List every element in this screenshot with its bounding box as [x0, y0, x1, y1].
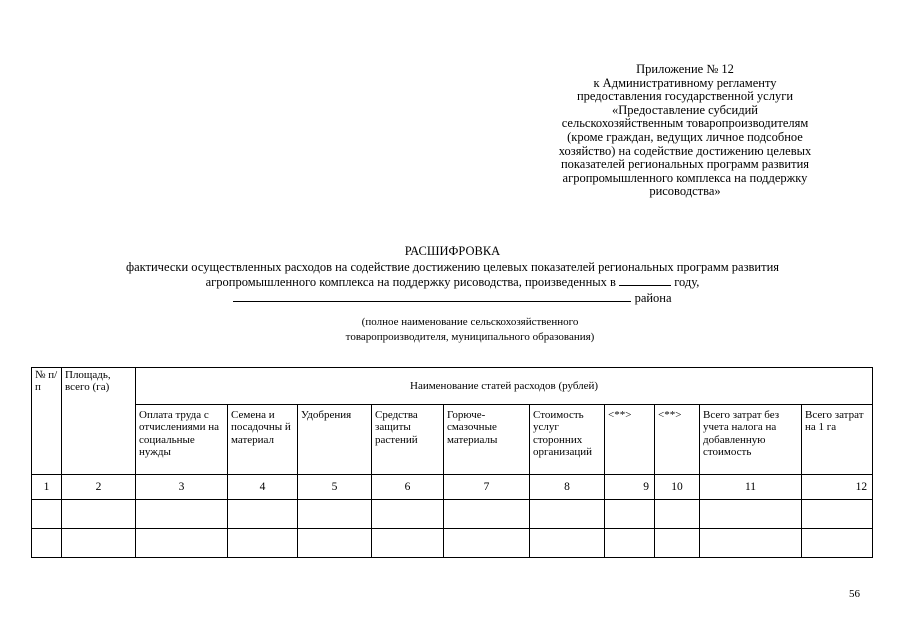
table-cell[interactable]: [62, 529, 136, 558]
table-cell[interactable]: [136, 500, 228, 529]
column-number: 8: [530, 475, 605, 500]
appendix-line: рисоводства»: [649, 184, 721, 199]
table-cell[interactable]: [444, 529, 530, 558]
table-row: [32, 529, 873, 558]
table-cell[interactable]: [530, 529, 605, 558]
title-line-2-text: агропромышленного комплекса на поддержку рисоводства, произведенных в: [205, 275, 616, 289]
table-cell[interactable]: [228, 500, 298, 529]
table-cell[interactable]: [372, 500, 444, 529]
title-line-2-end: году,: [674, 275, 700, 289]
title-line-3-end: района: [634, 290, 672, 305]
column-number: 10: [655, 475, 700, 500]
appendix-line: хозяйство) на содействие достижению целевых: [558, 143, 812, 158]
appendix-line: (кроме граждан, ведущих личное подсобное: [567, 129, 803, 144]
header-cell-other-2: <**>: [655, 405, 700, 475]
table-cell[interactable]: [655, 529, 700, 558]
table-cell[interactable]: [605, 500, 655, 529]
appendix-line: Приложение № 12: [636, 62, 734, 76]
field-note-line-1: (полное наименование сельскохозяйственного: [361, 316, 579, 328]
header-cell-area: Площадь, всего (га): [62, 368, 136, 475]
table-row: [32, 500, 873, 529]
column-number: 11: [700, 475, 802, 500]
appendix-line: агропромышленного комплекса на поддержку: [562, 170, 808, 185]
appendix-line: «Предоставление субсидий: [612, 102, 758, 117]
field-note-line-2: товаропроизводителя, муниципального образования): [345, 330, 595, 343]
table-cell[interactable]: [655, 500, 700, 529]
table-cell[interactable]: [605, 529, 655, 558]
table-cell[interactable]: [136, 529, 228, 558]
column-number: 4: [228, 475, 298, 500]
column-number: 6: [372, 475, 444, 500]
table-cell[interactable]: [700, 500, 802, 529]
header-cell-expense-items: Наименование статей расходов (рублей): [136, 368, 873, 405]
header-cell-labor: Оплата труда с отчислениями на социальные нужды: [136, 405, 228, 475]
column-number: 9: [605, 475, 655, 500]
header-cell-third-party-services: Стоимость услуг сторонних организаций: [530, 405, 605, 475]
table-cell[interactable]: [802, 500, 873, 529]
table-cell[interactable]: [228, 529, 298, 558]
table-cell[interactable]: [530, 500, 605, 529]
appendix-line: предоставления государственной услуги: [576, 89, 794, 104]
table-subheader-row: [32, 405, 873, 475]
table-cell[interactable]: [444, 500, 530, 529]
header-cell-seeds: Семена и посадочны й материал: [228, 405, 298, 475]
table-cell[interactable]: [298, 529, 372, 558]
header-cell-plant-protection: Средства защиты растений: [372, 405, 444, 475]
title-line-1: фактически осуществленных расходов на содействие достижению целевых показателей региональных программ развития: [125, 259, 780, 274]
table-cell[interactable]: [372, 529, 444, 558]
appendix-line: к Административному регламенту: [593, 75, 777, 90]
appendix-line: сельскохозяйственным товаропроизводителям: [561, 116, 809, 131]
table-cell[interactable]: [32, 529, 62, 558]
title-line-2: [30, 275, 875, 291]
column-number: 7: [444, 475, 530, 500]
column-number-row: [32, 475, 873, 500]
page-number: 56: [849, 588, 860, 600]
year-blank-field[interactable]: [619, 275, 671, 286]
title-line-3: [30, 291, 875, 307]
table-cell[interactable]: [62, 500, 136, 529]
expense-table: [31, 367, 873, 558]
appendix-header: [520, 63, 850, 199]
table-cell[interactable]: [700, 529, 802, 558]
header-cell-number: № п/п: [32, 368, 62, 475]
column-number: 1: [32, 475, 62, 500]
producer-name-blank-field[interactable]: [233, 291, 631, 302]
header-cell-total-excl-vat: Всего затрат без учета налога на добавленную стоимость: [700, 405, 802, 475]
column-number: 12: [802, 475, 873, 500]
header-cell-fuel: Горюче-смазочные материалы: [444, 405, 530, 475]
field-note: [200, 315, 740, 344]
appendix-line: показателей региональных программ развития: [560, 157, 810, 172]
column-number: 3: [136, 475, 228, 500]
column-number: 2: [62, 475, 136, 500]
document-title-block: [30, 244, 875, 306]
header-cell-fertilizers: Удобрения: [298, 405, 372, 475]
table-header-row: [32, 368, 873, 405]
header-cell-total-per-ha: Всего затрат на 1 га: [802, 405, 873, 475]
column-number: 5: [298, 475, 372, 500]
document-title: РАСШИФРОВКА: [404, 244, 501, 258]
header-cell-other-1: <**>: [605, 405, 655, 475]
table-cell[interactable]: [802, 529, 873, 558]
table-cell[interactable]: [298, 500, 372, 529]
table-cell[interactable]: [32, 500, 62, 529]
